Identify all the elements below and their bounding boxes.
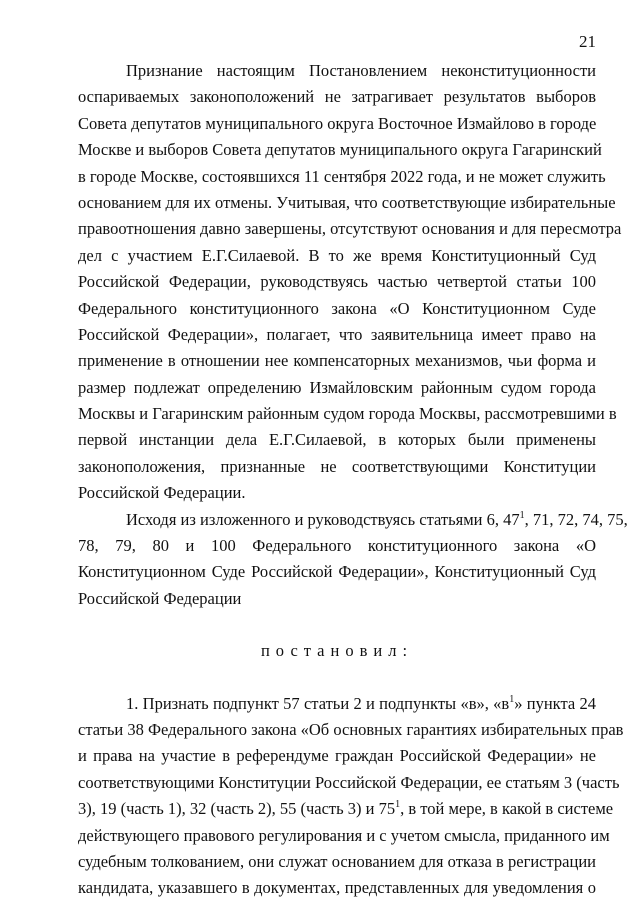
text-line: применение в отношении нее компенсаторных механизмов, чьи форма и [78,351,596,371]
text-line: законоположения, признанные не соответствующими Конституции [78,456,596,476]
text-line: Признание настоящим Постановлением неконституционности [126,61,596,80]
text-line [78,507,628,533]
text-line: и права на участие в референдуме граждан Российской Федерации» не [78,746,596,766]
paragraph-1 [78,58,622,507]
text-line: размер подлежат определению Измайловским районным судом города [78,377,596,397]
superscript: 1 [519,509,525,521]
text-line: основанием для их отмены. Учитывая, что соответствующие избирательные [78,192,616,212]
superscript: 1 [509,693,515,705]
text-line: действующего правового регулирования и с учетом смысла, приданного им [78,825,610,845]
text-line: первой инстанции дела Е.Г.Силаевой, в которых были применены [78,430,596,450]
text-fragment: , 71, 72, 74, 75, [524,509,628,529]
text-line: Российской Федерации. [78,483,246,503]
text-line: Федерального конституционного закона «О Конституционном Суде [78,298,596,318]
page-number: 21 [579,32,596,51]
text-fragment: 3), 19 (часть 1), 32 (часть 2), 55 (часть 3) и 75 [78,799,396,819]
text-fragment: 1. Признать подпункт 57 статьи 2 и подпункты «в», «в [126,693,510,713]
text-line: статьи 38 Федерального закона «Об основных гарантиях избирательных прав [78,720,624,739]
text-line: соответствующими Конституции Российской Федерации, ее статьям 3 (часть [78,772,620,792]
text-line: дел с участием Е.Г.Силаевой. В то же время Конституционный Суд [78,245,596,265]
text-line: Российской Федерации, руководствуясь частью четвертой статьи 100 [78,272,596,292]
text-line: Москве и выборов Совета депутатов муниципального округа Гагаринский [78,140,602,160]
paragraph-2 [78,507,628,613]
text-line: 78, 79, 80 и 100 Федерального конституционного закона «О [78,536,596,556]
text-line [78,796,614,822]
text-line: Конституционном Суде Российской Федерации», Конституционный Суд [78,562,596,582]
text-line: правоотношения давно завершены, отсутствуют основания и для пересмотра [78,219,622,239]
text-line [78,691,596,717]
paragraph-3 [78,691,624,902]
text-line: в городе Москве, состоявшихся 11 сентября 2022 года, и не может служить [78,166,606,186]
document-body [78,58,628,902]
text-line: Совета депутатов муниципального округа Восточное Измайлово в городе [78,113,597,133]
text-line: кандидата, указавшего в документах, представленных для уведомления о [78,878,596,898]
text-fragment: , в той мере, в какой в системе [400,799,614,819]
text-line: судебным толкованием, они служат основанием для отказа в регистрации [78,851,596,871]
text-fragment: » пункта 24 [514,693,596,713]
text-fragment: Исходя из изложенного и руководствуясь статьями 6, 47 [126,509,520,529]
text-line: оспариваемых законоположений не затрагивает результатов выборов [78,87,596,107]
resolution-heading: постановил: [260,641,414,661]
superscript: 1 [395,799,401,811]
text-line: Москвы и Гагаринским районным судом города Москвы, рассмотревшими в [78,404,617,424]
text-line: Российской Федерации [78,588,242,608]
text-line: Российской Федерации», полагает, что заявительница имеет право на [78,324,596,344]
